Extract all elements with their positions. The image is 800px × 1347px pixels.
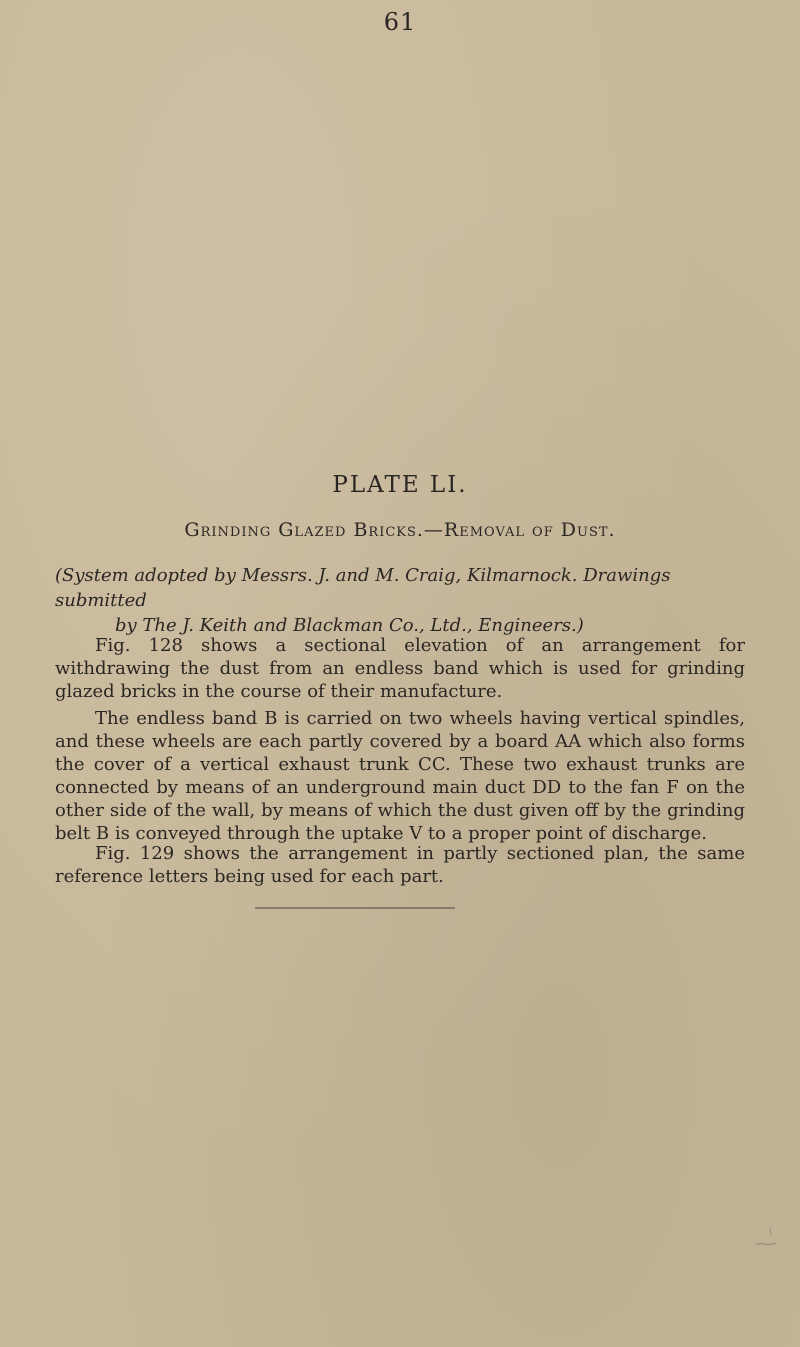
paragraph-text: Fig. 128 shows a sectional elevation of an arrangement for withdrawing the dust from an endless band which is used for grinding glazed bricks in the course of their manufacture. bbox=[55, 635, 745, 702]
plate-title: PLATE LI. bbox=[332, 472, 468, 498]
paragraph-text: Fig. 129 shows the arrangement in partly sectioned plan, the same reference letters being used for each part. bbox=[55, 843, 745, 887]
credit-line-2: by The J. Keith and Blackman Co., Ltd., Engineers.) bbox=[115, 615, 584, 636]
ink-smudge-icon bbox=[752, 1223, 780, 1251]
credit-note bbox=[55, 563, 745, 638]
plate-subtitle: Grinding Glazed Bricks.—Removal of Dust. bbox=[184, 519, 616, 541]
body-paragraph-2 bbox=[55, 707, 745, 845]
credit-line-1: (System adopted by Messrs. J. and M. Craig, Kilmarnock. Drawings submitted bbox=[55, 565, 671, 611]
paragraph-text: The endless band B is carried on two wheels having vertical spindles, and these wheels are each partly covered by a board AA which also forms the cover of a vertical exhaust trunk CC. These two exhaust trunks are connected by means of an underground main duct DD to the fan F on the other side of the wall, by means of which the dust given off by the grinding belt B is conveyed through the uptake V to a proper point of discharge. bbox=[55, 708, 745, 844]
page-number: 61 bbox=[383, 8, 417, 36]
body-paragraph-3 bbox=[55, 842, 745, 888]
body-paragraph-1 bbox=[55, 634, 745, 703]
section-divider bbox=[255, 907, 455, 909]
